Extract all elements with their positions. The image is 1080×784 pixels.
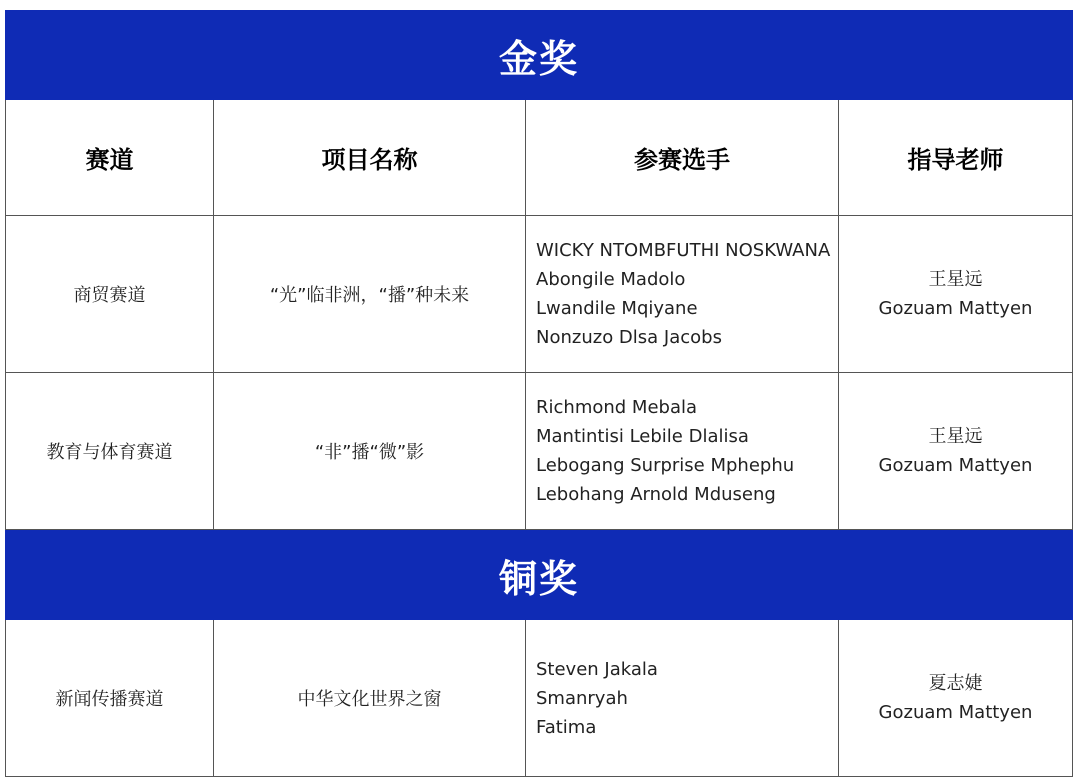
table-row [5, 620, 1073, 777]
player-name: Richmond Mebala [536, 397, 698, 418]
project-cell: “光”临非洲，“播”种未来 [214, 216, 526, 372]
player-name: Abongile Madolo [536, 269, 686, 290]
player-name: Lebogang Surprise Mphephu [536, 455, 795, 476]
gold-award-banner: 金奖 [5, 10, 1073, 100]
header-teachers: 指导老师 [907, 146, 1004, 174]
table-row [5, 373, 1073, 530]
header-players: 参赛选手 [526, 100, 839, 215]
teachers-cell [839, 373, 1072, 529]
player-name: Lebohang Arnold Mduseng [536, 484, 776, 505]
project-cell: “非”播“微”影 [214, 373, 526, 529]
teacher-name: 王星远 [928, 269, 983, 290]
players-cell [526, 216, 839, 372]
header-track: 赛道 [6, 100, 214, 215]
player-name: Fatima [536, 716, 597, 738]
bronze-award-banner: 铜奖 [5, 530, 1073, 620]
header-row [5, 100, 1073, 216]
project-cell: 中华文化世界之窗 [214, 620, 526, 776]
player-name: Smanryah [536, 687, 628, 709]
awards-table [5, 10, 1073, 777]
teachers-cell [839, 216, 1072, 372]
player-name: Mantintisi Lebile Dlalisa [536, 426, 749, 447]
teacher-name: 王星远 [928, 426, 983, 447]
players-cell [526, 620, 839, 776]
track-cell: 教育与体育赛道 [6, 373, 214, 529]
table-row [5, 216, 1073, 373]
teacher-name: Gozuam Mattyen [878, 702, 1033, 723]
teacher-name: Gozuam Mattyen [878, 455, 1033, 476]
teacher-name: Gozuam Mattyen [878, 298, 1033, 319]
players-cell [526, 373, 839, 529]
track-cell: 新闻传播赛道 [6, 620, 214, 776]
player-name: Lwandile Mqiyane [536, 298, 698, 319]
header-project: 项目名称 [214, 100, 526, 215]
teacher-name: 夏志婕 [928, 673, 983, 694]
player-name: WICKY NTOMBFUTHI NOSKWANA [536, 240, 831, 261]
track-cell: 商贸赛道 [6, 216, 214, 372]
teachers-cell [839, 620, 1072, 776]
player-name: Steven Jakala [536, 658, 658, 680]
player-name: Nonzuzo Dlsa Jacobs [536, 327, 722, 348]
